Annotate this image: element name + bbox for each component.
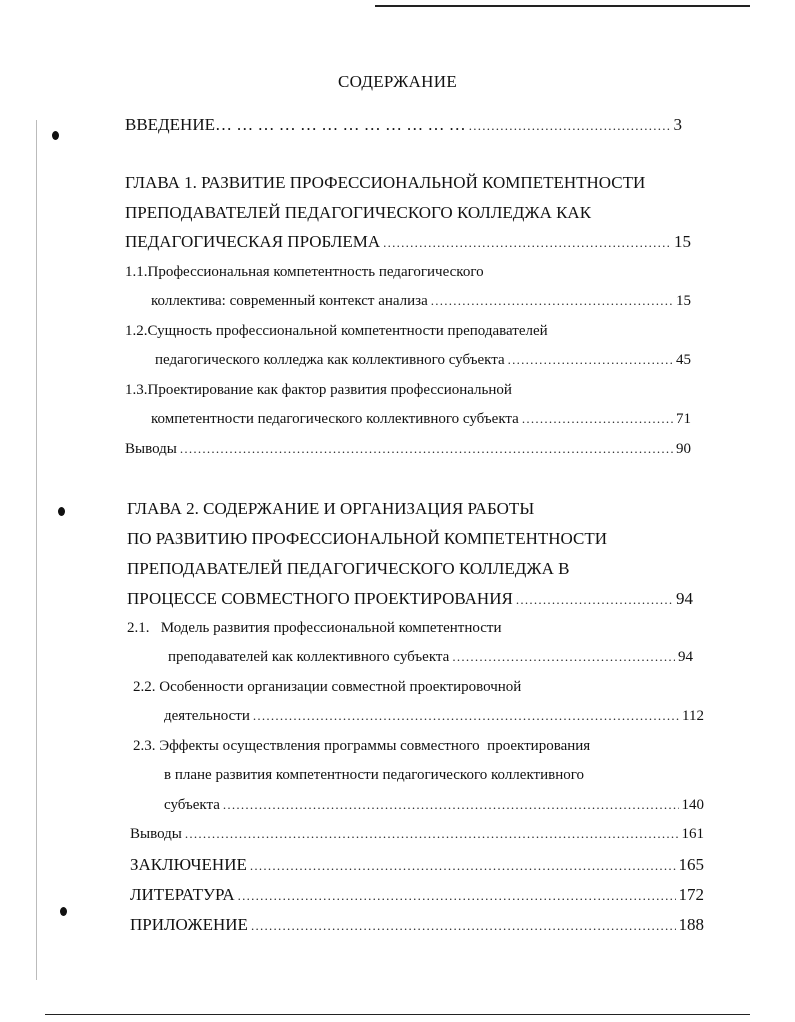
toc-label: ПЕДАГОГИЧЕСКАЯ ПРОБЛЕМА (125, 232, 381, 251)
toc-page-number: 172 (678, 885, 704, 904)
chapter-1-heading-line[interactable]: ГЛАВА 1. РАЗВИТИЕ ПРОФЕССИОНАЛЬНОЙ КОМПЕТЕНТНОСТИ (125, 173, 646, 192)
toc-entry-section-1-3[interactable] (151, 411, 691, 428)
toc-page-number: 94 (676, 589, 693, 608)
page-title: СОДЕРЖАНИЕ (337, 72, 458, 91)
chapter-2-heading-line[interactable]: ГЛАВА 2. СОДЕРЖАНИЕ И ОРГАНИЗАЦИЯ РАБОТЫ (127, 499, 535, 518)
top-border-line (375, 5, 750, 7)
toc-label: коллектива: современный контекст анализа (151, 293, 428, 309)
bottom-border-line (45, 1014, 750, 1015)
left-edge-line (36, 120, 37, 980)
toc-entry-section-2-2[interactable] (164, 708, 704, 725)
dot-leader (223, 797, 679, 813)
toc-entry-introduction[interactable] (125, 115, 682, 135)
toc-entry-section-1-1[interactable] (151, 293, 691, 310)
section-1-2-line[interactable]: 1.2.Сущность профессиональной компетентности преподавателей (125, 323, 548, 339)
dot-leader (522, 411, 673, 427)
toc-label: Выводы (125, 441, 177, 457)
dot-leader (469, 118, 671, 134)
chapter-2-heading-line[interactable]: ПО РАЗВИТИЮ ПРОФЕССИОНАЛЬНОЙ КОМПЕТЕНТНОСТИ (127, 529, 608, 548)
toc-label: субъекта (164, 797, 220, 813)
toc-label: ЗАКЛЮЧЕНИЕ (130, 855, 247, 874)
toc-page-number: 161 (681, 826, 704, 842)
section-2-2-line[interactable]: 2.2. Особенности организации совместной проектировочной (133, 679, 522, 695)
punch-hole-mark (58, 507, 65, 516)
punch-hole-mark (52, 131, 59, 140)
toc-page-number: 90 (676, 441, 691, 457)
section-1-1-line[interactable]: 1.1.Профессиональная компетентность педагогического (125, 264, 484, 280)
toc-page-number: 94 (678, 649, 693, 665)
dot-leader (185, 826, 679, 842)
toc-label: Выводы (130, 826, 182, 842)
toc-page-number: 71 (676, 411, 691, 427)
toc-page-number: 188 (678, 915, 704, 934)
toc-page-number: 15 (676, 293, 691, 309)
toc-entry-conclusions-2[interactable] (130, 826, 704, 843)
toc-entry-appendix[interactable] (130, 915, 704, 935)
dot-leader (516, 592, 673, 608)
toc-label: ЛИТЕРАТУРА (130, 885, 235, 904)
section-1-3-line[interactable]: 1.3.Проектирование как фактор развития профессиональной (125, 382, 512, 398)
dot-leader (508, 352, 673, 368)
chapter-2-heading-line[interactable]: ПРЕПОДАВАТЕЛЕЙ ПЕДАГОГИЧЕСКОГО КОЛЛЕДЖА В (127, 559, 570, 578)
toc-entry-chapter-2[interactable] (127, 589, 693, 609)
section-2-1-line[interactable]: 2.1. Модель развития профессиональной компетентности (127, 620, 502, 636)
toc-entry-chapter-1[interactable] (125, 232, 691, 252)
toc-label: деятельности (164, 708, 250, 724)
toc-entry-section-2-3[interactable] (164, 797, 704, 814)
toc-page-number: 15 (674, 232, 691, 251)
dot-leader (251, 918, 676, 934)
toc-entry-literature[interactable] (130, 885, 704, 905)
toc-page-number: 112 (682, 708, 704, 724)
toc-label: преподавателей как коллективного субъекта (168, 649, 450, 665)
dot-leader (383, 235, 671, 251)
toc-label: компетентности педагогического коллективного субъекта (151, 411, 519, 427)
dot-leader (253, 708, 679, 724)
chapter-1-heading-line[interactable]: ПРЕПОДАВАТЕЛЕЙ ПЕДАГОГИЧЕСКОГО КОЛЛЕДЖА КАК (125, 203, 592, 222)
section-2-3-line[interactable]: 2.3. Эффекты осуществления программы совместного проектирования (133, 738, 591, 754)
dot-leader (452, 649, 675, 665)
toc-label: ВВЕДЕНИЕ… … … … … … … … … … … … (125, 115, 466, 134)
toc-page-number: 140 (681, 797, 704, 813)
dot-leader (431, 293, 673, 309)
section-2-3-line[interactable]: в плане развития компетентности педагогического коллективного (164, 767, 585, 783)
toc-entry-conclusion[interactable] (130, 855, 704, 875)
dot-leader (238, 888, 676, 904)
toc-page-number: 3 (673, 115, 682, 134)
dot-leader (250, 858, 676, 874)
dot-leader (180, 441, 673, 457)
toc-label: ПРИЛОЖЕНИЕ (130, 915, 248, 934)
toc-entry-section-2-1[interactable] (168, 649, 693, 666)
toc-page-number: 45 (676, 352, 691, 368)
toc-entry-section-1-2[interactable] (155, 352, 691, 369)
toc-label: ПРОЦЕССЕ СОВМЕСТНОГО ПРОЕКТИРОВАНИЯ (127, 589, 513, 608)
toc-page-number: 165 (678, 855, 704, 874)
toc-label: педагогического колледжа как коллективного субъекта (155, 352, 505, 368)
toc-entry-conclusions-1[interactable] (125, 441, 691, 458)
punch-hole-mark (60, 907, 67, 916)
